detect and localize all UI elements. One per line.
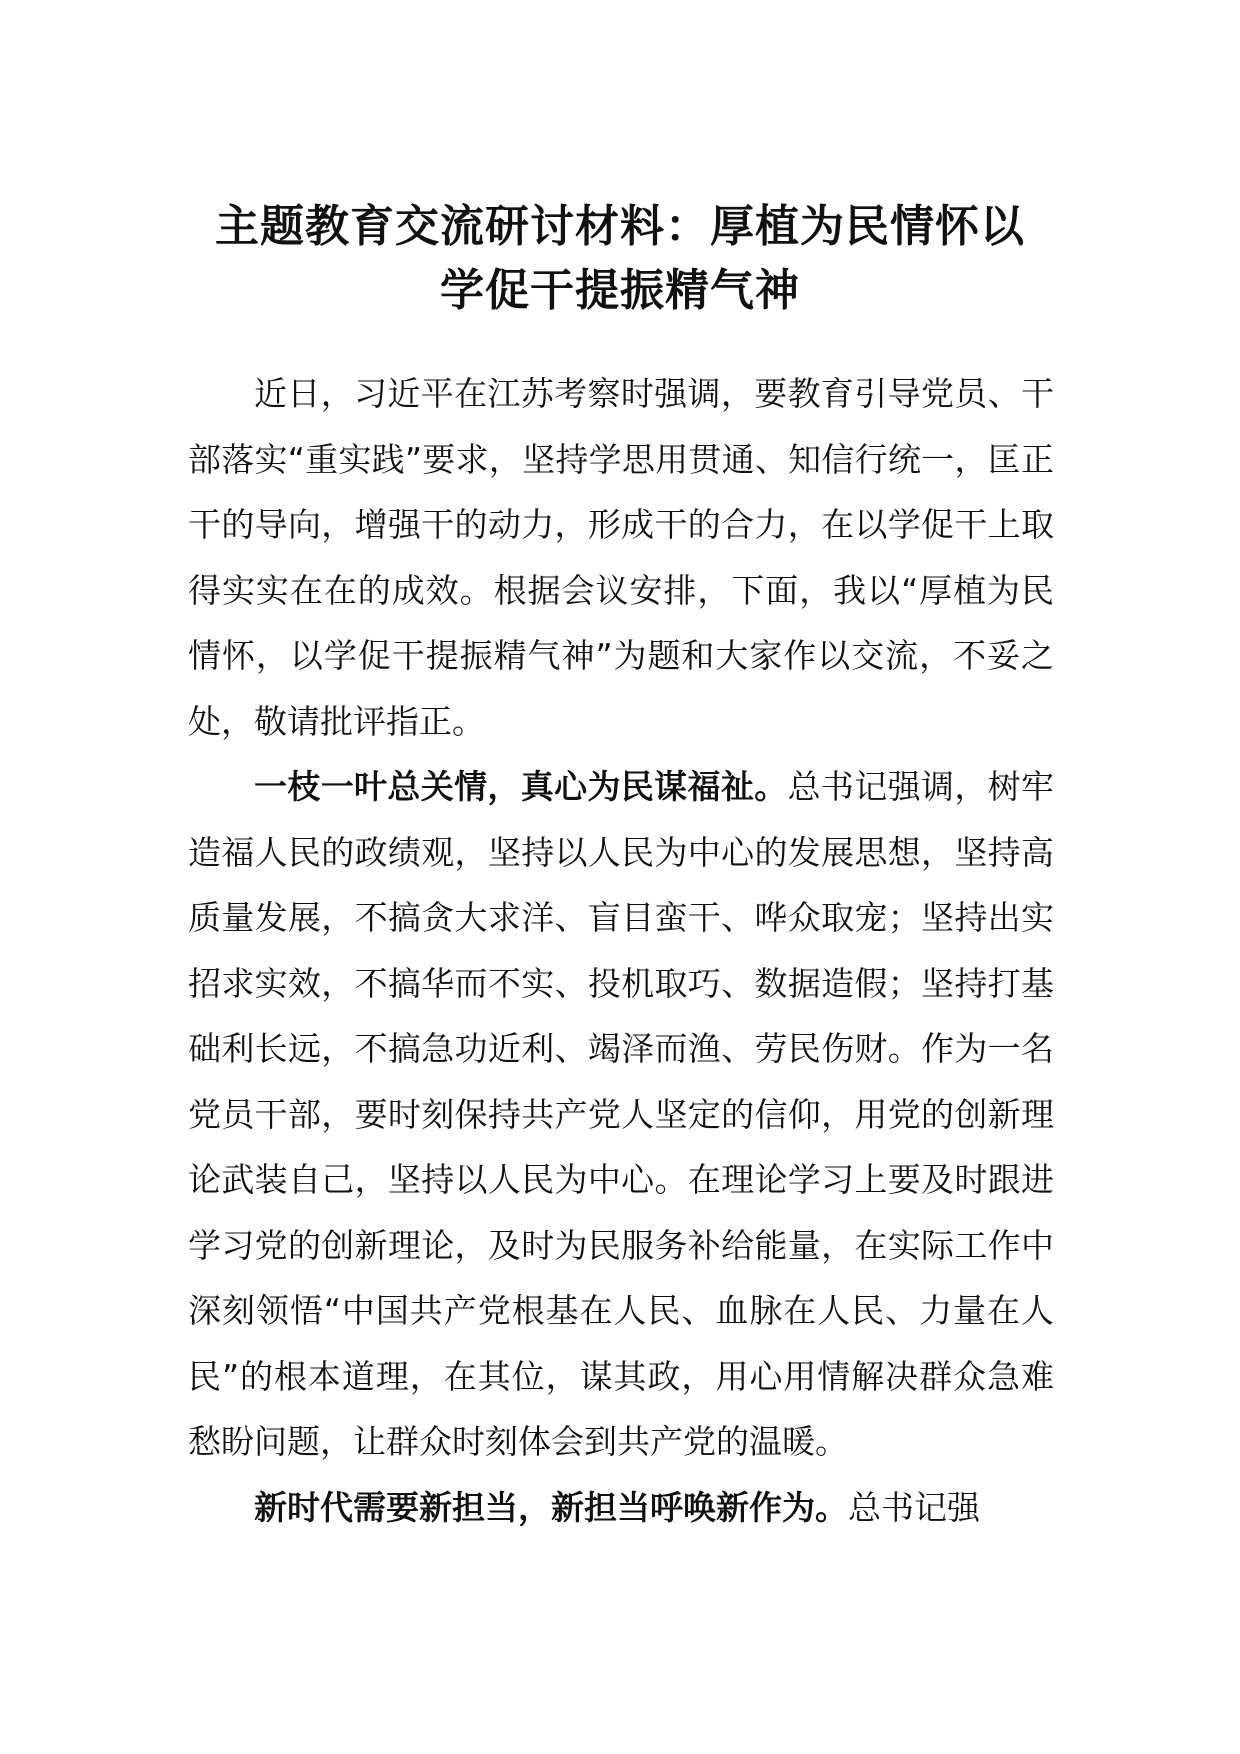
paragraph-text: 近日，习近平在江苏考察时强调，要教育引导党员、干部落实“重实践”要求，坚持学思用贯通、知信行统一，匡正干的导向，增强干的动力，形成干的合力，在以学促干上取得实实在在的成效。根据会议安排，下面，我以“厚植为民情怀，以学促干提振精气神”为题和大家作以交流，不妥之处，敬请批评指正。 xyxy=(188,374,1054,741)
paragraph-intro xyxy=(188,361,1054,754)
title-line-2: 学促干提振精气神 xyxy=(440,265,800,317)
document-body xyxy=(188,361,1054,1540)
paragraph-text: 总书记强调，树牢造福人民的政绩观，坚持以人民为中心的发展思想，坚持高质量发展，不搞贪大求洋、盲目蛮干、哗众取宠；坚持出实招求实效，不搞华而不实、投机取巧、数据造假；坚持打基础利长远，不搞急功近利、竭泽而渔、劳民伤财。作为一名党员干部，要时刻保持共产党人坚定的信仰，用党的创新理论武装自己，坚持以人民为中心。在理论学习上要及时跟进学习党的创新理论，及时为民服务补给能量，在实际工作中深刻领悟“中国共产党根基在人民、血脉在人民、力量在人民”的根本道理，在其位，谋其政，用心用情解决群众急难愁盼问题，让群众时刻体会到共产党的温暖。 xyxy=(188,767,1055,1461)
paragraph-people-welfare xyxy=(188,754,1054,1475)
paragraph-text: 总书记强 xyxy=(848,1487,980,1527)
paragraph-new-era xyxy=(188,1475,1054,1541)
document-title xyxy=(170,195,1070,323)
title-line-1: 主题教育交流研讨材料：厚植为民情怀以 xyxy=(215,201,1025,253)
paragraph-lead: 一枝一叶总关情，真心为民谋福祉。 xyxy=(254,767,788,806)
paragraph-lead: 新时代需要新担当，新担当呼唤新作为。 xyxy=(254,1487,848,1527)
